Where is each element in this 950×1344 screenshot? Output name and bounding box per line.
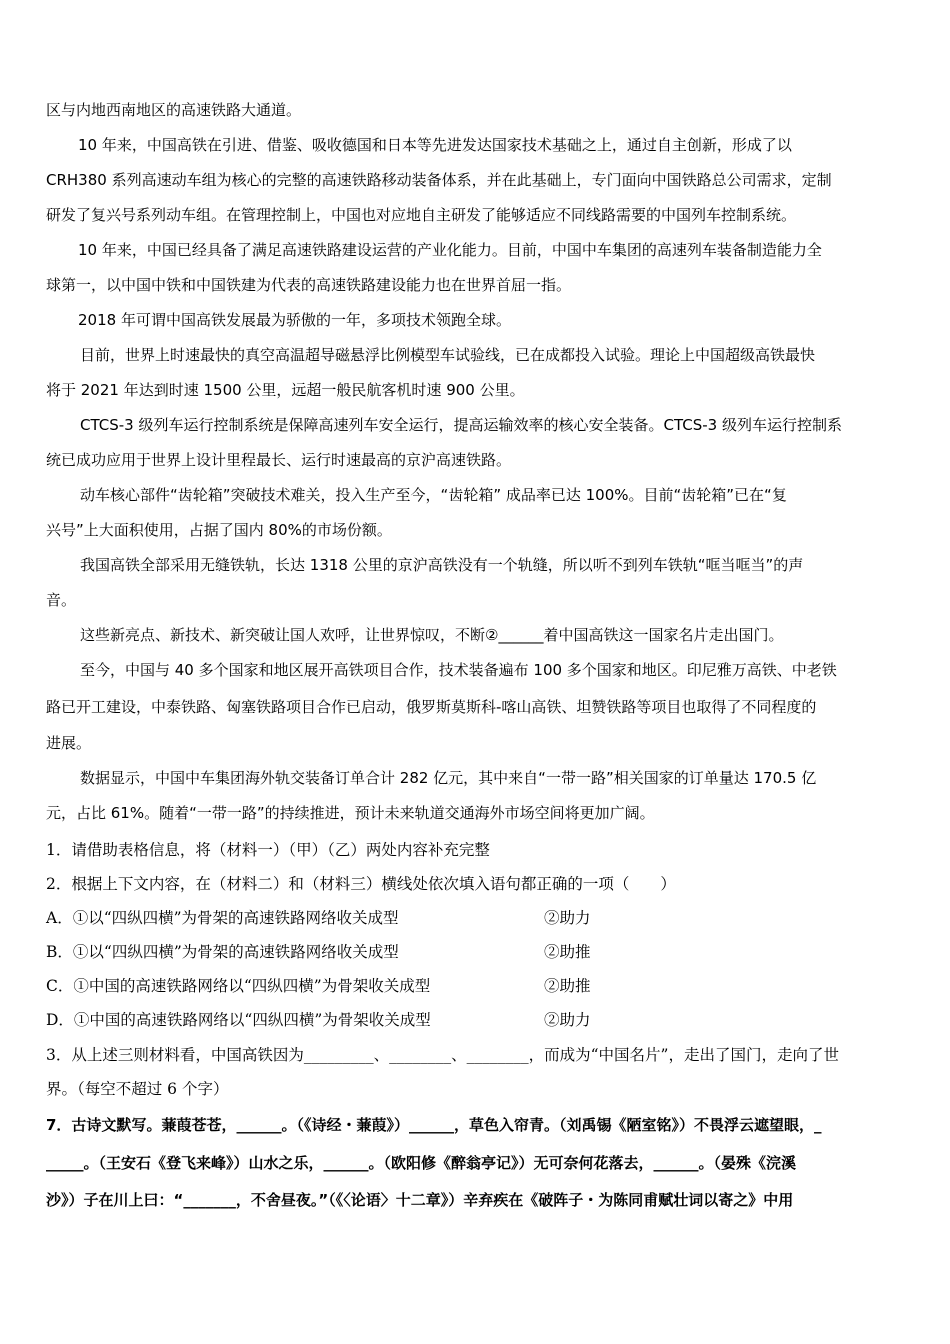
option-c-part1: C．①中国的高速铁路网络以“四纵四横”为骨架收关成型 [46, 977, 431, 995]
text-line: 元，占比 61%。随着“一带一路”的持续推进，预计未来轨道交通海外市场空间将更加广阔。 [46, 804, 655, 822]
text-line: 10 年来，中国高铁在引进、借鉴、吸收德国和日本等先进发达国家技术基础之上，通过自主创新，形成了以 [78, 136, 792, 154]
text-line: 研发了复兴号系列动车组。在管理控制上，中国也对应地自主研发了能够适应不同线路需要的中国列车控制系统。 [46, 206, 797, 224]
text-line: 区与内地西南地区的高速铁路大通道。 [46, 101, 302, 119]
option-c-part2: ②助推 [544, 977, 591, 995]
text-line: 球第一，以中国中铁和中国铁建为代表的高速铁路建设能力也在世界首屈一指。 [46, 276, 572, 294]
text-line: CRH380 系列高速动车组为核心的完整的高速铁路移动装备体系，并在此基础上，专门面向中国铁路总公司需求，定制 [46, 171, 832, 189]
option-c [0, 976, 950, 996]
option-d [0, 1010, 950, 1030]
text-line: 至今，中国与 40 多个国家和地区展开高铁项目合作，技术装备遍布 100 多个国家和地区。印尼雅万高铁、中老铁 [80, 661, 837, 679]
text-line: 我国高铁全部采用无缝铁轨，长达 1318 公里的京沪高铁没有一个轨缝，所以听不到列车铁轨“哐当哐当”的声 [80, 556, 804, 574]
text-line: 这些新亮点、新技术、新突破让国人欢呼，让世界惊叹，不断②______着中国高铁这一国家名片走出国门。 [80, 626, 784, 644]
text-line: 音。 [46, 591, 77, 609]
question-7-cont: _____。（王安石《登飞来峰》）山水之乐，______。（欧阳修《醉翁亭记》）无可奈何花落去，______。（晏殊《浣溪 [46, 1154, 797, 1172]
text-line: CTCS-3 级列车运行控制系统是保障高速列车安全运行，提高运输效率的核心安全装备。CTCS-3 级列车运行控制系 [80, 416, 842, 434]
option-b [0, 942, 950, 962]
option-d-part1: D．①中国的高速铁路网络以“四纵四横”为骨架收关成型 [46, 1011, 431, 1029]
text-line: 数据显示，中国中车集团海外轨交装备订单合计 282 亿元，其中来自“一带一路”相关国家的订单量达 170.5 亿 [80, 769, 817, 787]
text-line: 10 年来，中国已经具备了满足高速铁路建设运营的产业化能力。目前，中国中车集团的高速列车装备制造能力全 [78, 241, 822, 259]
text-line: 兴号”上大面积使用，占据了国内 80%的市场份额。 [46, 521, 392, 539]
text-line: 将于 2021 年达到时速 1500 公里，远超一般民航客机时速 900 公里。 [46, 381, 525, 399]
text-line: 统已成功应用于世界上设计里程最长、运行时速最高的京沪高速铁路。 [46, 451, 512, 469]
option-d-part2: ②助力 [544, 1011, 591, 1029]
text-line: 目前，世界上时速最快的真空高温超导磁悬浮比例模型车试验线，已在成都投入试验。理论上中国超级高铁最快 [80, 346, 816, 364]
text-line: 2018 年可谓中国高铁发展最为骄傲的一年，多项技术领跑全球。 [78, 311, 511, 329]
option-a-part1: A．①以“四纵四横”为骨架的高速铁路网络收关成型 [46, 909, 399, 927]
text-line: 进展。 [46, 734, 92, 752]
option-b-part2: ②助推 [544, 943, 591, 961]
question-7-cont: 沙》）子在川上曰：“_______，不舍昼夜。”（《〈论语〉十二章》）辛弃疾在《破阵子・为陈同甫赋壮词以寄之》中用 [46, 1191, 794, 1209]
text-line: 路已开工建设，中泰铁路、匈塞铁路项目合作已启动，俄罗斯莫斯科-喀山高铁、坦赞铁路等项目也取得了不同程度的 [46, 698, 817, 716]
option-a [0, 908, 950, 928]
option-b-part1: B．①以“四纵四横”为骨架的高速铁路网络收关成型 [46, 943, 399, 961]
question-2: 2．根据上下文内容，在（材料二）和（材料三）横线处依次填入语句都正确的一项（ ） [46, 875, 676, 893]
question-3-cont: 界。（每空不超过 6 个字） [46, 1080, 229, 1098]
question-3: 3．从上述三则材料看，中国高铁因为_________、________、________，而成为“中国名片”，走出了国门，走向了世 [46, 1046, 839, 1064]
option-a-part2: ②助力 [544, 909, 591, 927]
question-7: 7．古诗文默写。蒹葭苍苍，______。（《诗经・蒹葭》）______，草色入帘青。（刘禹锡《陋室铭》）不畏浮云遮望眼，_ [46, 1116, 822, 1134]
question-1: 1．请借助表格信息，将（材料一）（甲）（乙）两处内容补充完整 [46, 841, 490, 859]
text-line: 动车核心部件“齿轮箱”突破技术难关，投入生产至今，“齿轮箱” 成品率已达 100%。目前“齿轮箱”已在“复 [80, 486, 787, 504]
